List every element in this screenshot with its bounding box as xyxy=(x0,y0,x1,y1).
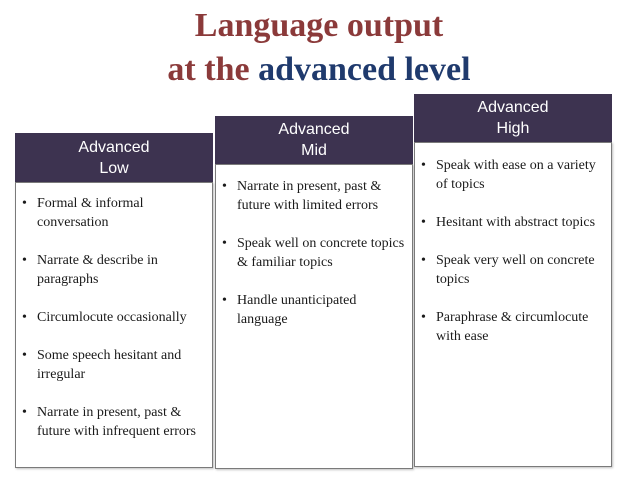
list-item: • Some speech hesitant and irregular xyxy=(22,346,208,384)
column-body-low xyxy=(15,182,213,468)
list-item: • Hesitant with abstract topics xyxy=(421,213,607,232)
list-item: • Speak very well on concrete topics xyxy=(421,251,607,289)
column-body-mid xyxy=(215,164,413,469)
list-item: • Handle unanticipated language xyxy=(222,291,408,329)
title-line-2-prefix: at the xyxy=(167,51,259,88)
column-header-low-line2: Low xyxy=(99,159,129,177)
column-header-mid-line1: Advanced xyxy=(278,121,350,138)
title-line-1: Language output xyxy=(194,7,444,44)
column-header-mid-line2: Mid xyxy=(301,142,327,159)
title-line-2-highlight: advanced level xyxy=(258,51,471,88)
column-header-high-line2: High xyxy=(496,120,530,137)
list-item: • Speak with ease on a variety of topics xyxy=(421,156,607,194)
column-header-high xyxy=(414,94,612,142)
column-header-mid xyxy=(215,116,413,164)
column-body-high xyxy=(414,142,612,467)
column-header-low-line1: Advanced xyxy=(78,138,150,156)
list-item: • Narrate in present, past & future with infrequent errors xyxy=(22,403,208,441)
bullet-list-low xyxy=(22,194,208,441)
column-header-low xyxy=(15,133,213,182)
slide-title xyxy=(0,4,638,92)
bullet-list-mid xyxy=(222,177,408,329)
column-header-high-line1: Advanced xyxy=(477,99,549,116)
list-item: • Speak well on concrete topics & familiar topics xyxy=(222,234,408,272)
list-item: • Circumlocute occasionally xyxy=(22,308,208,327)
bullet-list-high xyxy=(421,156,607,346)
list-item: • Formal & informal conversation xyxy=(22,194,208,232)
list-item: • Narrate & describe in paragraphs xyxy=(22,251,208,289)
list-item: • Narrate in present, past & future with limited errors xyxy=(222,177,408,215)
list-item: • Paraphrase & circumlocute with ease xyxy=(421,308,607,346)
title-line-2 xyxy=(0,48,638,92)
